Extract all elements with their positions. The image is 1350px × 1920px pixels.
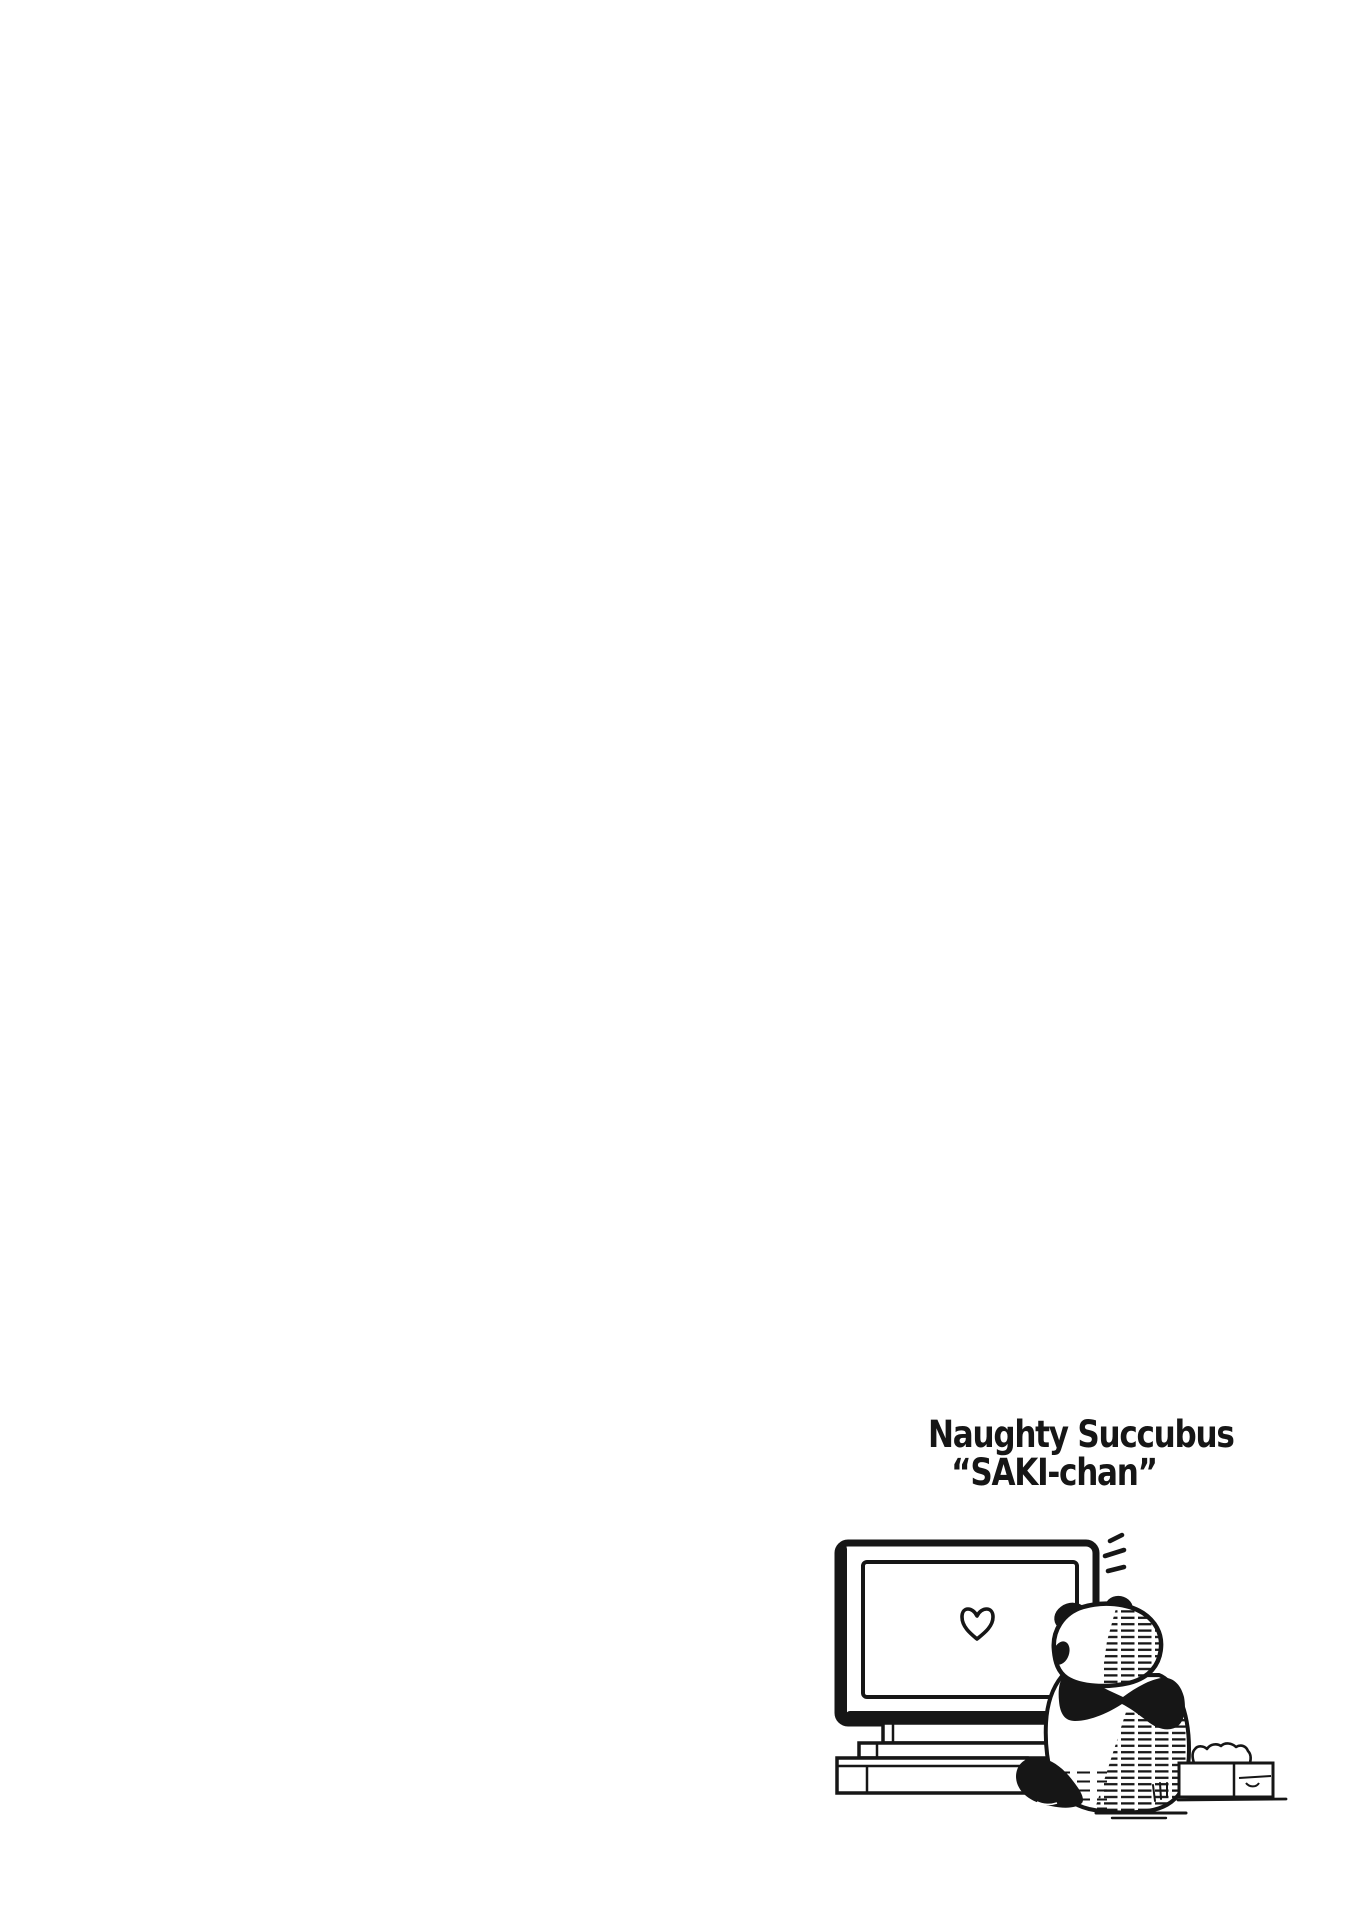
tv-stand-base [837,1758,1027,1793]
tissue-box-body [1179,1763,1273,1797]
series-title-line-2: “SAKI-chan” [951,1451,1157,1494]
series-title [928,1413,1234,1494]
tv-stand-shelf-middle [859,1743,1055,1758]
surprise-marks-icon [1105,1535,1124,1571]
tissue-box-shadow [1178,1799,1286,1800]
tissue-paper [1193,1743,1251,1763]
end-card-illustration [815,1525,1315,1845]
tissue-box-icon [1178,1743,1286,1800]
floor-shadow [1096,1813,1186,1818]
series-title-line-1: Naughty Succubus [928,1413,1234,1456]
tv-stand-shelf-top [883,1723,1053,1743]
